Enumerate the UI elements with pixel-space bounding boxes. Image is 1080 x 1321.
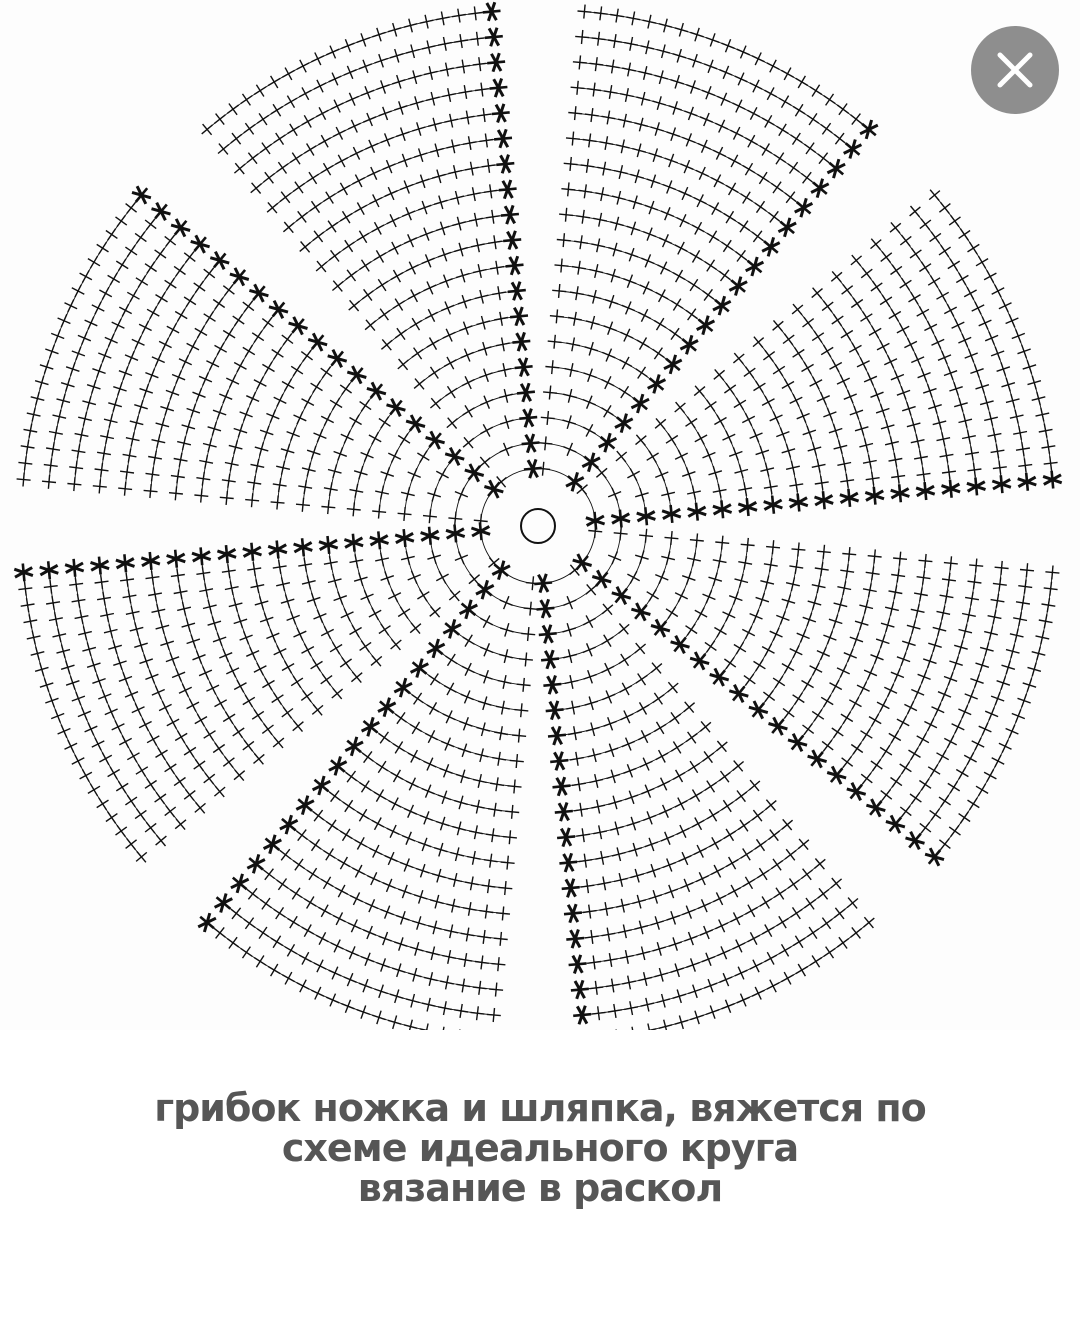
caption-line: вязание в раскол — [357, 1166, 723, 1210]
chart-sector — [17, 186, 504, 528]
chart-sector — [577, 190, 1062, 530]
chart-sector — [573, 524, 1060, 866]
chart-sector — [536, 5, 878, 492]
chart-sector — [534, 565, 874, 1030]
close-button[interactable] — [971, 26, 1059, 114]
caption-line: грибок ножка и шляпка, вяжется по — [154, 1086, 926, 1130]
chart-sector — [202, 2, 542, 487]
caption — [0, 1088, 1080, 1208]
chart-sector — [198, 561, 540, 1030]
magic-ring-symbol — [521, 509, 555, 543]
caption-line: схеме идеального круга — [281, 1126, 799, 1170]
chart-sector — [14, 522, 499, 862]
close-icon — [971, 26, 1059, 114]
